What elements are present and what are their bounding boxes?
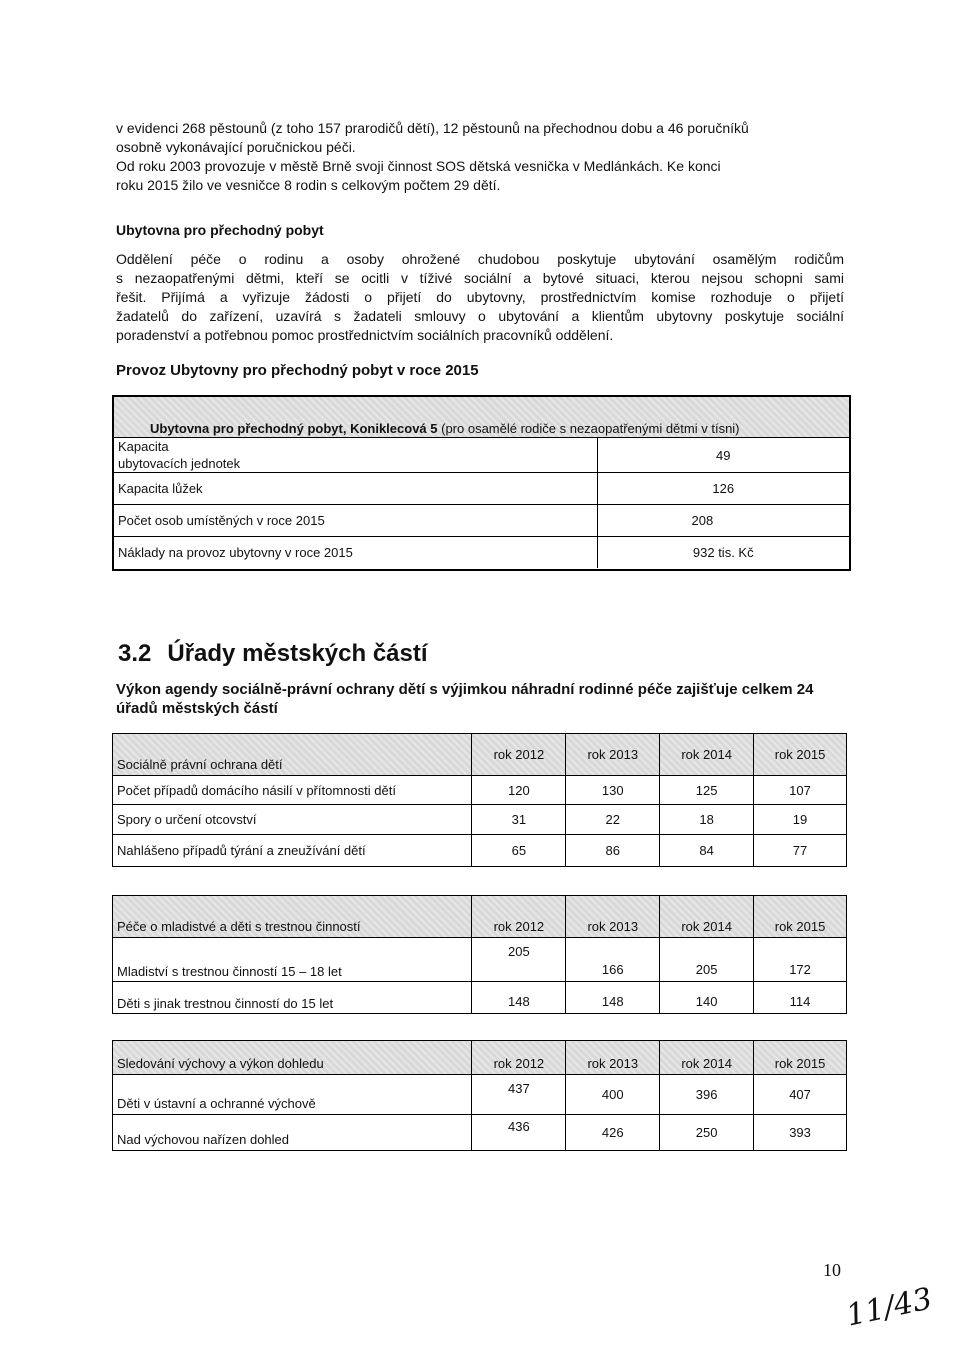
- mladistvi-table: [112, 895, 847, 1014]
- provoz-cell-value: 208: [597, 505, 849, 537]
- handwritten-folio: 11/43: [843, 1281, 936, 1334]
- mladistvi-cell: 148: [472, 982, 566, 1014]
- mladistvi-header-year: rok 2014: [660, 896, 754, 938]
- intro-line: v evidenci 268 pěstounů (z toho 157 prarodičů dětí), 12 pěstounů na přechodnou dobu a 46 poručníků: [116, 120, 749, 136]
- provoz-table: [114, 437, 849, 568]
- spod-row-label: Spory o určení otcovství: [113, 805, 472, 835]
- section-number: 3.2: [118, 640, 152, 667]
- spod-cell: 22: [566, 805, 660, 835]
- provoz-table-title-bold: Ubytovna pro přechodný pobyt, Koniklecová 5: [150, 421, 438, 436]
- table-header-row: [113, 734, 847, 776]
- provoz-table-title-band: [114, 397, 849, 437]
- mladistvi-header-year: rok 2012: [472, 896, 566, 938]
- spod-cell: 77: [754, 835, 847, 867]
- dohled-cell: 400: [566, 1075, 660, 1115]
- dohled-row-label: Nad výchovou nařízen dohled: [113, 1115, 472, 1151]
- dohled-cell: 426: [566, 1115, 660, 1151]
- spod-cell: 120: [472, 776, 566, 805]
- mladistvi-header-label: Péče o mladistvé a děti s trestnou činností: [113, 896, 472, 938]
- dohled-cell: 393: [754, 1115, 847, 1151]
- intro-paragraph: [116, 119, 844, 195]
- mladistvi-cell: 114: [754, 982, 847, 1014]
- spod-header-year: rok 2015: [754, 734, 847, 776]
- table-row: [114, 537, 849, 568]
- mladistvi-cell: 205: [660, 938, 754, 982]
- table-row: [113, 835, 847, 867]
- table-row: [114, 505, 849, 537]
- spod-cell: 84: [660, 835, 754, 867]
- dohled-header-year: rok 2015: [754, 1041, 847, 1075]
- provoz-label-part: Kapacita: [118, 439, 169, 454]
- intro-line: osobně vykonávající poručnickou péči.: [116, 139, 356, 155]
- table-row: [113, 1075, 847, 1115]
- mladistvi-cell: 140: [660, 982, 754, 1014]
- spod-cell: 18: [660, 805, 754, 835]
- section-title: Úřady městských částí: [167, 640, 428, 667]
- intro-line: roku 2015 žilo ve vesničce 8 rodin s celkovým počtem 29 dětí.: [116, 177, 501, 193]
- dohled-cell: 396: [660, 1075, 754, 1115]
- ubytovna-line: žadatelů do zařízení, uzavírá s žadateli smlouvy o ubytování a klientům ubytovny poskytuje sociální: [116, 308, 844, 324]
- provoz-label-part: ubytovacích jednotek: [118, 456, 241, 471]
- ubytovna-line: poradenství a potřebnou pomoc prostřednictvím sociálních pracovníků oddělení.: [116, 327, 614, 343]
- spod-cell: 107: [754, 776, 847, 805]
- spod-cell: 130: [566, 776, 660, 805]
- ubytovna-line: Oddělení péče o rodinu a osoby ohrožené chudobou poskytuje ubytování osamělým rodičům: [116, 251, 844, 267]
- mladistvi-cell: 148: [566, 982, 660, 1014]
- spod-table: [112, 733, 847, 867]
- spod-cell: 19: [754, 805, 847, 835]
- spod-row-label: Počet případů domácího násilí v přítomnosti dětí: [113, 776, 472, 805]
- dohled-header-year: rok 2013: [566, 1041, 660, 1075]
- mladistvi-header-year: rok 2015: [754, 896, 847, 938]
- spod-cell: 31: [472, 805, 566, 835]
- table-row: [113, 1115, 847, 1151]
- provoz-cell-value: 126: [597, 473, 849, 505]
- spod-row-label: Nahlášeno případů týrání a zneužívání dětí: [113, 835, 472, 867]
- table-row: [114, 438, 849, 473]
- dohled-cell: 250: [660, 1115, 754, 1151]
- dohled-cell: 407: [754, 1075, 847, 1115]
- dohled-header-year: rok 2014: [660, 1041, 754, 1075]
- dohled-header-year: rok 2012: [472, 1041, 566, 1075]
- section-heading: [118, 640, 428, 668]
- table-row: [113, 776, 847, 805]
- provoz-cell-label: Náklady na provoz ubytovny v roce 2015: [114, 537, 597, 568]
- spod-header-year: rok 2012: [472, 734, 566, 776]
- mladistvi-cell: 205: [472, 938, 566, 982]
- provoz-heading: Provoz Ubytovny pro přechodný pobyt v roce 2015: [116, 362, 479, 379]
- dohled-row-label: Děti v ústavní a ochranné výchově: [113, 1075, 472, 1115]
- dohled-cell: 436: [472, 1115, 566, 1151]
- provoz-table-title-rest: (pro osamělé rodiče s nezaopatřenými dětmi v tísni): [437, 421, 740, 436]
- provoz-table-title: [150, 421, 740, 436]
- page-number: 10: [823, 1260, 841, 1280]
- provoz-cell-value: 932 tis. Kč: [597, 537, 849, 568]
- provoz-cell-value: 49: [597, 438, 849, 473]
- mladistvi-row-label: Mladiství s trestnou činností 15 – 18 let: [113, 938, 472, 982]
- ubytovna-line: řešit. Přijímá a vyřizuje žádosti o přijetí do ubytovny, prostřednictvím komise rozhoduje o přijetí: [116, 289, 844, 305]
- section-subheading: Výkon agendy sociálně-právní ochrany dětí s výjimkou náhradní rodinné péče zajišťuje celkem 24 úřadů městských částí: [116, 681, 814, 717]
- intro-line: Od roku 2003 provozuje v městě Brně svoji činnost SOS dětská vesnička v Medlánkách. Ke konci: [116, 158, 721, 174]
- mladistvi-cell: 166: [566, 938, 660, 982]
- provoz-cell-label: [114, 438, 597, 473]
- table-row: [113, 805, 847, 835]
- mladistvi-header-year: rok 2013: [566, 896, 660, 938]
- table-row: [113, 938, 847, 982]
- table-row: [113, 982, 847, 1014]
- spod-cell: 125: [660, 776, 754, 805]
- spod-cell: 65: [472, 835, 566, 867]
- spod-header-year: rok 2014: [660, 734, 754, 776]
- provoz-table-frame: [112, 395, 851, 571]
- table-header-row: [113, 896, 847, 938]
- dohled-header-label: Sledování výchovy a výkon dohledu: [113, 1041, 472, 1075]
- provoz-cell-label: Kapacita lůžek: [114, 473, 597, 505]
- dohled-cell: 437: [472, 1075, 566, 1115]
- mladistvi-cell: 172: [754, 938, 847, 982]
- table-header-row: [113, 1041, 847, 1075]
- spod-header-label: Sociálně právní ochrana dětí: [113, 734, 472, 776]
- provoz-cell-label: Počet osob umístěných v roce 2015: [114, 505, 597, 537]
- mladistvi-row-label: Děti s jinak trestnou činností do 15 let: [113, 982, 472, 1014]
- ubytovna-line: s nezaopatřenými dětmi, kteří se ocitli v tíživé sociální a bytové situaci, kterou nejsou schopni sami: [116, 270, 844, 286]
- table-row: [114, 473, 849, 505]
- ubytovna-heading: Ubytovna pro přechodný pobyt: [116, 222, 324, 238]
- ubytovna-paragraph: [116, 250, 844, 345]
- spod-header-year: rok 2013: [566, 734, 660, 776]
- dohled-table: [112, 1040, 847, 1151]
- spod-cell: 86: [566, 835, 660, 867]
